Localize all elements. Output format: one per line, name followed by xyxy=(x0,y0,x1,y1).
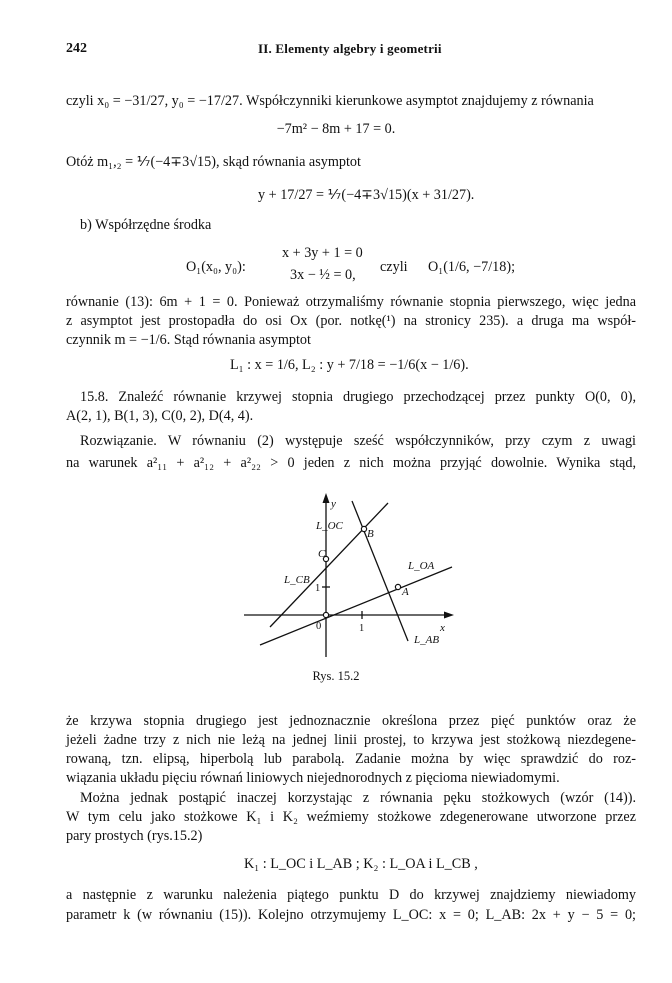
page-number: 242 xyxy=(66,41,87,56)
text-line: na warunek a²₁₁ + a²₁₂ + a²₂₂ > 0 jeden z nich można przyjąć dowolnie. Wynika stąd, xyxy=(66,455,636,471)
equation-line: 3x − ½ = 0, xyxy=(290,267,356,283)
label-LCB: L_CB xyxy=(284,574,310,586)
text-line: że krzywa stopnia drugiego jest jednoznacznie określona przez pięć punktów oraz że xyxy=(66,713,636,729)
text-line: Otóż m₁,₂ = ⅐(−4∓3√15), skąd równania asymptot xyxy=(66,154,361,170)
line-LAB xyxy=(352,501,408,641)
equation-line: x + 3y + 1 = 0 xyxy=(282,245,363,261)
label-LOC: L_OC xyxy=(316,520,343,532)
running-title: II. Elementy algebry i geometrii xyxy=(258,41,442,56)
label-B: B xyxy=(367,528,374,540)
text-line: Rozwiązanie. W równaniu (2) występuje sześć współczynników, przy czym z uwagi xyxy=(80,433,636,449)
label-origin: 0 xyxy=(316,621,322,632)
text-line: wiązania układu pięciu równań liniowych niejednorodnych z pięcioma niewiadomymi. xyxy=(66,770,560,786)
text-line: równanie (13): 6m + 1 = 0. Ponieważ otrzymaliśmy równanie stopnia pierwszego, więc jedna xyxy=(66,294,636,310)
equation-line: K₁ : L_OC i L_AB ; K₂ : L_OA i L_CB , xyxy=(244,856,478,872)
label-y-one: 1 xyxy=(315,583,321,594)
label-y: y xyxy=(331,498,336,510)
text-line: pary prostych (rys.15.2) xyxy=(66,828,203,844)
equation-line: y + 17/27 = ⅐(−4∓3√15)(x + 31/27). xyxy=(258,187,475,203)
figure-rys-15-2 xyxy=(236,491,456,663)
point-A xyxy=(395,584,400,589)
y-arrow xyxy=(323,493,330,503)
text-line: czyli x₀ = −31/27, y₀ = −17/27. Współczynniki kierunkowe asymptot znajdujemy z równania xyxy=(66,93,594,109)
text-line: a następnie z warunku należenia piątego punktu D do krzywej znajdziemy niewiadomy xyxy=(66,887,636,903)
point-O xyxy=(323,612,328,617)
text-line: parametr k (w równaniu (15)). Kolejno otrzymujemy L_OC: x = 0; L_AB: 2x + y − 5 = 0; xyxy=(66,907,636,923)
equation-line: L₁ : x = 1/6, L₂ : y + 7/18 = −1/6(x − 1/6). xyxy=(230,357,469,373)
label-x-one: 1 xyxy=(359,623,365,634)
label-C: C xyxy=(318,548,326,560)
text-line: b) Współrzędne środka xyxy=(80,217,212,233)
text-line: Można jednak postąpić inaczej korzystając z równania pęku stożkowych (wzór (14)). xyxy=(80,790,636,806)
equation-line: O₁(1/6, −7/18); xyxy=(428,259,516,275)
text-line: A(2, 1), B(1, 3), C(0, 2), D(4, 4). xyxy=(66,408,254,424)
text-line: W tym celu jako stożkowe K₁ i K₂ weźmiemy stożkowe zdegenerowane utworzone przez xyxy=(66,809,636,825)
figure-caption: Rys. 15.2 xyxy=(312,669,360,683)
equation-line: −7m² − 8m + 17 = 0. xyxy=(276,121,396,137)
text-line: jeżeli żadne trzy z nich nie leżą na jednej linii prostej, to krzywa jest stożkową niezdegene- xyxy=(66,732,636,748)
equation-label: O₁(x₀, y₀): xyxy=(186,259,246,275)
text-line: czynnik m = −1/6. Stąd równania asymptot xyxy=(66,332,311,348)
label-LOA: L_OA xyxy=(408,560,435,572)
text-line: z asymptot jest prostopadła do osi Ox (por. notkę(¹) na stronicy 235). a druga ma współ- xyxy=(66,313,636,329)
x-arrow xyxy=(444,612,454,619)
label-x: x xyxy=(440,622,445,634)
label-A: A xyxy=(402,586,409,598)
text-line: rowaną, tzn. elipsą, hiperbolą lub parabolą. Zadanie można by więc sprawdzić do roz- xyxy=(66,751,636,767)
text-word: czyli xyxy=(380,259,408,275)
label-LAB: L_AB xyxy=(414,634,440,646)
text-line: 15.8. Znaleźć równanie krzywej stopnia drugiego przechodzącej przez punkty O(0, 0), xyxy=(80,389,636,405)
point-B xyxy=(361,526,366,531)
